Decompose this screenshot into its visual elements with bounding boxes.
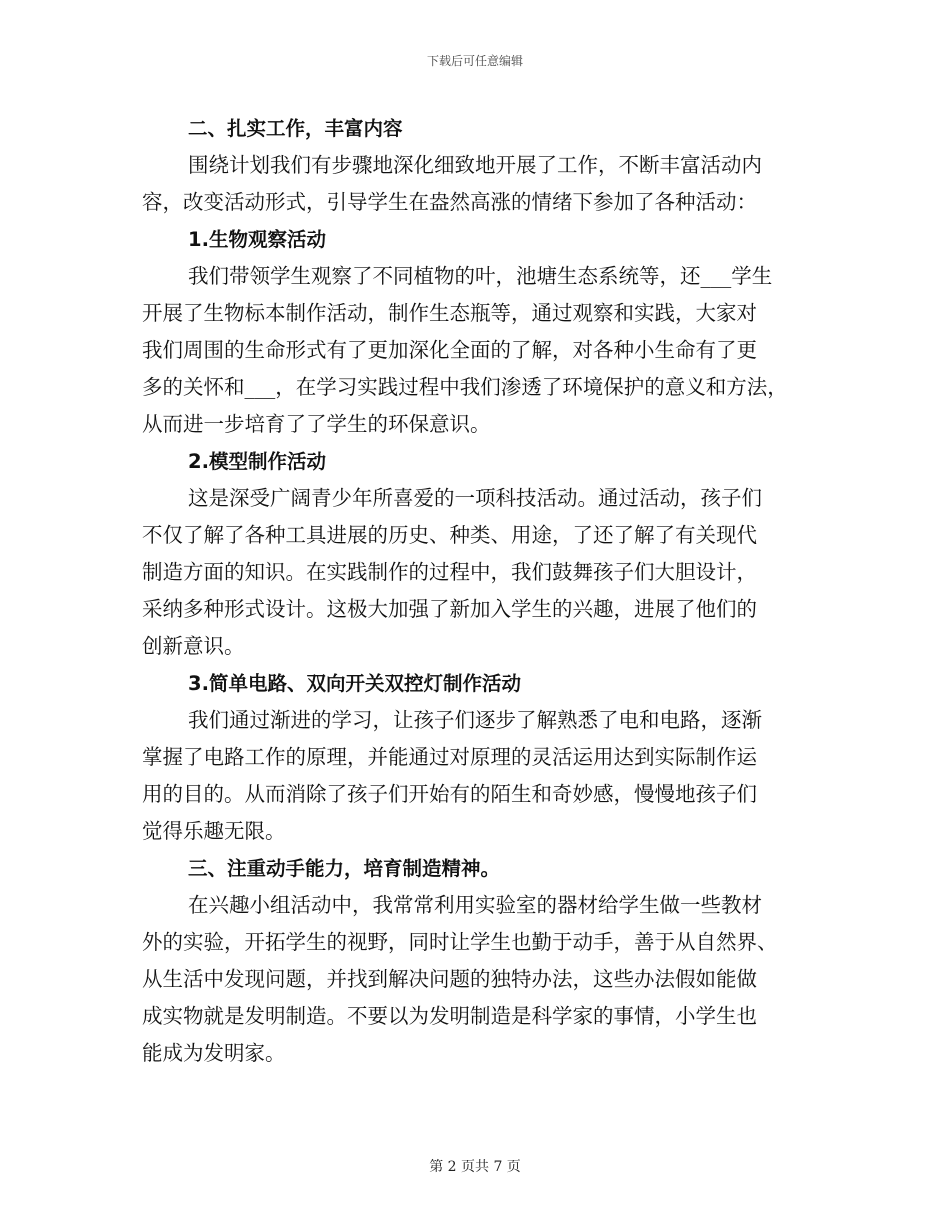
paragraph-line: 容，改变活动形式，引导学生在盎然高涨的情绪下参加了各种活动：: [142, 190, 757, 214]
paragraph-line: 我们带领学生观察了不同植物的叶，池塘生态系统等，还___学生: [188, 264, 773, 288]
paragraph-line: 用的目的。从而消除了孩子们开始有的陌生和奇妙感，慢慢地孩子们: [142, 782, 757, 806]
section-heading: 三、注重动手能力，培育制造精神。: [188, 857, 501, 880]
subsection-heading: 3.简单电路、双向开关双控灯制作活动: [188, 672, 521, 695]
paragraph-line: 不仅了解了各种工具进展的历史、种类、用途，了还了解了有关现代: [142, 523, 757, 547]
paragraph-line: 觉得乐趣无限。: [142, 819, 286, 843]
paragraph-line: 我们通过渐进的学习，让孩子们逐步了解熟悉了电和电路，逐渐: [188, 708, 762, 732]
paragraph-line: 采纳多种形式设计。这极大加强了新加入学生的兴趣，进展了他们的: [142, 597, 757, 621]
paragraph-line: 掌握了电路工作的原理，并能通过对原理的灵活运用达到实际制作运: [142, 745, 757, 769]
page-header: 下载后可任意编辑: [426, 54, 523, 68]
section-heading: 二、扎实工作，丰富内容: [188, 117, 403, 140]
paragraph-line: 从而进一步培育了了学生的环保意识。: [142, 412, 491, 436]
paragraph-line: 围绕计划我们有步骤地深化细致地开展了工作，不断丰富活动内: [188, 153, 762, 177]
page-footer: 第 2 页共 7 页: [429, 1159, 521, 1175]
document-body: [142, 110, 812, 1072]
subsection-heading: 2.模型制作活动: [188, 450, 326, 473]
paragraph-line: 能成为发明家。: [142, 1041, 286, 1065]
paragraph-line: 多的关怀和___，在学习实践过程中我们渗透了环境保护的意义和方法，: [142, 375, 788, 399]
paragraph-line: 我们周围的生命形式有了更加深化全面的了解，对各种小生命有了更: [142, 338, 757, 362]
paragraph-line: 开展了生物标本制作活动，制作生态瓶等，通过观察和实践，大家对: [142, 301, 757, 325]
paragraph-line: 在兴趣小组活动中，我常常利用实验室的器材给学生做一些教材: [188, 893, 762, 917]
paragraph-line: 创新意识。: [142, 634, 245, 658]
paragraph-line: 这是深受广阔青少年所喜爱的一项科技活动。通过活动，孩子们: [188, 486, 762, 510]
paragraph-line: 制造方面的知识。在实践制作的过程中，我们鼓舞孩子们大胆设计，: [142, 560, 757, 584]
subsection-heading: 1.生物观察活动: [188, 228, 326, 251]
paragraph-line: 从生活中发现问题，并找到解决问题的独特办法，这些办法假如能做: [142, 967, 757, 991]
paragraph-line: 外的实验，开拓学生的视野，同时让学生也勤于动手，善于从自然界、: [142, 930, 778, 954]
paragraph-line: 成实物就是发明制造。不要以为发明制造是科学家的事情，小学生也: [142, 1004, 757, 1028]
